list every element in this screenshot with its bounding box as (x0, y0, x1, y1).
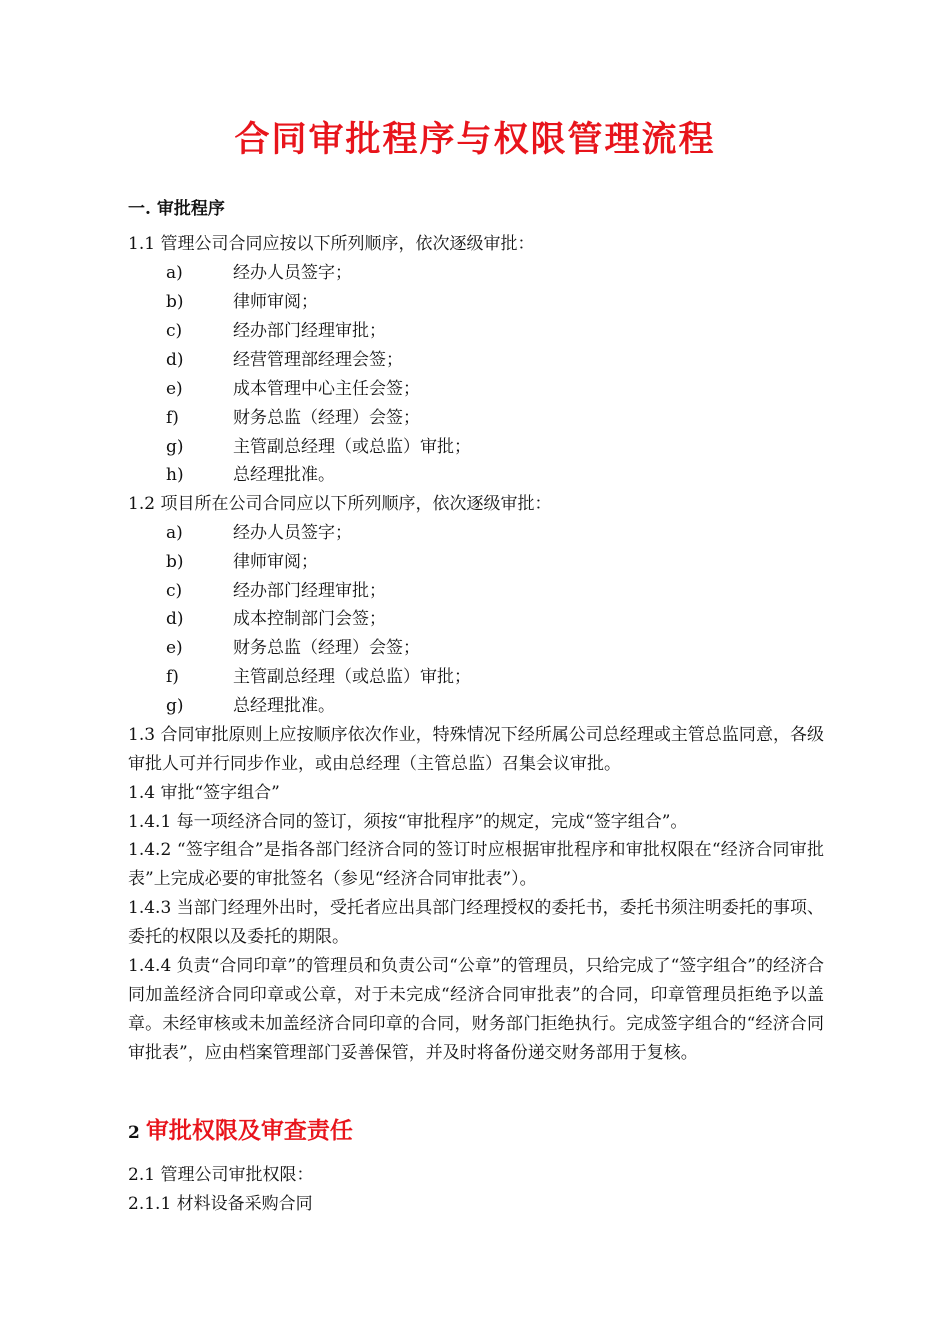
paragraph-1-2: 1.2 项目所在公司合同应以下所列顺序，依次逐级审批： (128, 494, 552, 514)
list-marker: d) (166, 350, 184, 370)
paragraph-1-4-4: 1.4.4 负责“合同印章”的管理员和负责公司“公章”的管理员，只给完成了“签字组合”的经济合同加盖经济合同印章或公章，对于未完成“经济合同审批表”的合同，印章管理员拒绝予以盖章。未经审核或未加盖经济合同印章的合同，财务部门拒绝执行。完成签字组合的“经济合同审批表”，应由档案管理部门妥善保管，并及时将备份递交财务部用于复核。 (128, 956, 824, 1063)
list-item (166, 461, 335, 490)
list-item-text: 经办人员签字； (233, 523, 352, 543)
list-marker: h) (166, 465, 184, 485)
list-marker: f) (166, 667, 179, 687)
list-item (166, 663, 471, 692)
list-item-text: 经办人员签字； (233, 263, 352, 283)
section-1-heading: 一. 审批程序 (128, 199, 225, 219)
list-item-text: 主管副总经理（或总监）审批； (233, 437, 471, 457)
list-item (166, 692, 335, 721)
list-item-text: 经营管理部经理会签； (233, 350, 403, 370)
list-item-text: 总经理批准。 (233, 696, 335, 716)
list-item (166, 577, 386, 606)
list-item (166, 634, 420, 663)
list-item (166, 346, 403, 375)
list-item-text: 经办部门经理审批； (233, 581, 386, 601)
section-2-heading (128, 1112, 353, 1145)
list-item (166, 259, 352, 288)
list-marker: g) (166, 437, 184, 457)
paragraph-2-1: 2.1 管理公司审批权限： (128, 1165, 314, 1185)
list-item-text: 财务总监（经理）会签； (233, 638, 420, 658)
paragraph-1-1: 1.1 管理公司合同应按以下所列顺序，依次逐级审批： (128, 234, 535, 254)
paragraph-1-4: 1.4 审批“签字组合” (128, 783, 280, 803)
list-item (166, 519, 352, 548)
section-title: 审批权限及审查责任 (145, 1117, 353, 1144)
list-item (166, 605, 386, 634)
list-marker: a) (166, 263, 183, 283)
paragraph-1-4-3: 1.4.3 当部门经理外出时，受托者应出具部门经理授权的委托书，委托书须注明委托的事项、委托的权限以及委托的期限。 (128, 898, 824, 947)
list-marker: f) (166, 408, 179, 428)
list-item-text: 财务总监（经理）会签； (233, 408, 420, 428)
list-item-text: 主管副总经理（或总监）审批； (233, 667, 471, 687)
list-item-text: 经办部门经理审批； (233, 321, 386, 341)
list-item-text: 成本管理中心主任会签； (233, 379, 420, 399)
list-marker: a) (166, 523, 183, 543)
list-item (166, 548, 318, 577)
list-item (166, 433, 471, 462)
list-marker: c) (166, 581, 183, 601)
list-item-text: 律师审阅； (233, 552, 318, 572)
section-number: 2 (128, 1123, 140, 1143)
list-item-text: 律师审阅； (233, 292, 318, 312)
list-item (166, 404, 420, 433)
list-marker: g) (166, 696, 184, 716)
paragraph-1-4-2: 1.4.2 “签字组合”是指各部门经济合同的签订时应根据审批程序和审批权限在“经济合同审批表”上完成必要的审批签名（参见“经济合同审批表”）。 (128, 840, 824, 889)
list-marker: b) (166, 292, 184, 312)
document-title: 合同审批程序与权限管理流程 (234, 119, 716, 160)
list-marker: c) (166, 321, 183, 341)
list-marker: b) (166, 552, 184, 572)
list-item (166, 375, 420, 404)
list-item-text: 成本控制部门会签； (233, 609, 386, 629)
paragraph-1-3: 1.3 合同审批原则上应按顺序依次作业，特殊情况下经所属公司总经理或主管总监同意，各级审批人可并行同步作业，或由总经理（主管总监）召集会议审批。 (128, 725, 824, 774)
list-item (166, 317, 386, 346)
list-marker: e) (166, 638, 183, 658)
list-item (166, 288, 318, 317)
list-marker: d) (166, 609, 184, 629)
paragraph-1-4-1: 1.4.1 每一项经济合同的签订，须按“审批程序”的规定，完成“签字组合”。 (128, 812, 688, 832)
list-item-text: 总经理批准。 (233, 465, 335, 485)
list-marker: e) (166, 379, 183, 399)
paragraph-2-1-1: 2.1.1 材料设备采购合同 (128, 1194, 313, 1214)
